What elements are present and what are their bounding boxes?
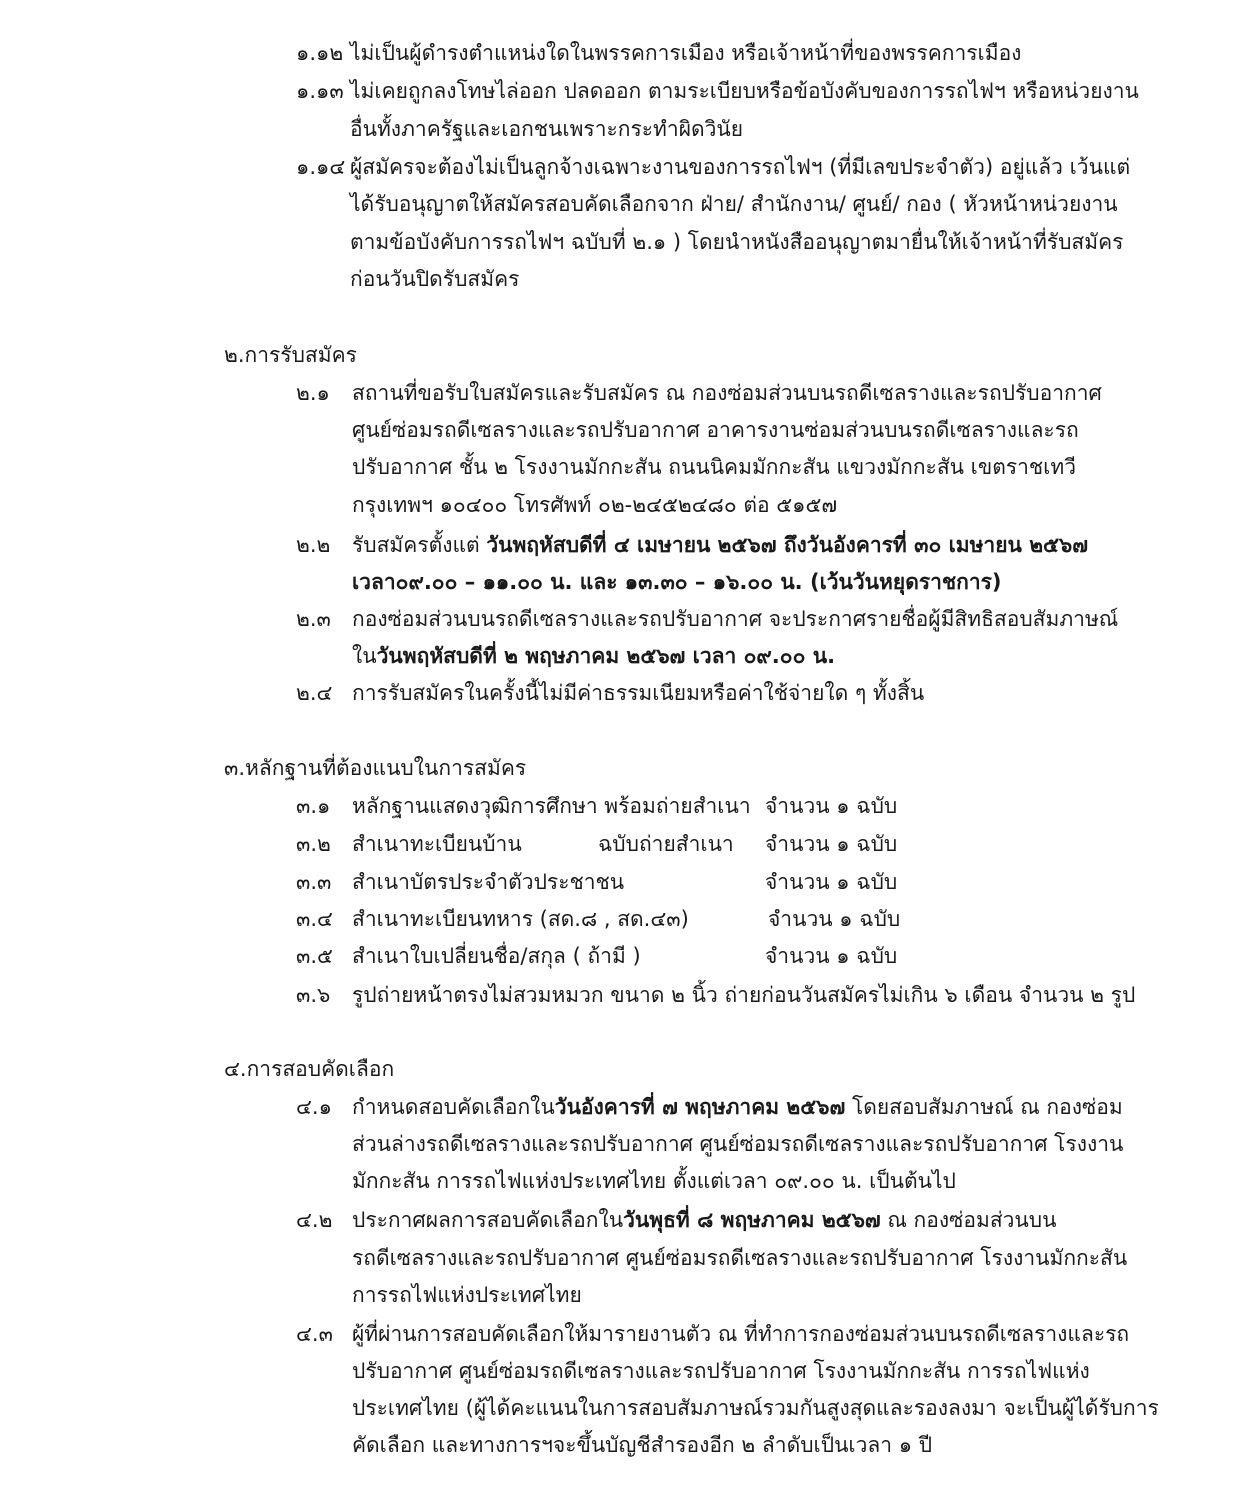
item-2-2-line-1-plain: รับสมัครตั้งแต่ [352,533,487,557]
item-4-1-line-1 [352,1092,1123,1122]
item-1-12-number: ๑.๑๒ [296,41,344,65]
doc-item-quantity: จำนวน ๑ ฉบับ [768,907,901,931]
item-4-1-exam-date: วันอังคารที่ ๗ พฤษภาคม ๒๕๖๗ [554,1095,846,1119]
item-2-1-line-1: สถานที่ขอรับใบสมัครและรับสมัคร ณ กองซ่อมส่วนบนรถดีเซลรางและรถปรับอากาศ [352,381,1102,405]
item-2-1-line-3: ปรับอากาศ ชั้น ๒ โรงงานมักกะสัน ถนนนิคมมักกะสัน แขวงมักกะสัน เขตราชเทวี [352,455,1076,479]
item-4-2-number: ๔.๒ [296,1208,333,1232]
item-4-1-line-3: มักกะสัน การรถไฟแห่งประเทศไทย ตั้งแต่เวลา ๐๙.๐๐ น. เป็นต้นไป [352,1169,956,1193]
doc-item-quantity: จำนวน ๑ ฉบับ [765,832,898,856]
section-4-heading: ๔.การสอบคัดเลือก [224,1057,395,1081]
item-4-3-number: ๔.๓ [296,1322,333,1346]
item-4-2-line-2: รถดีเซลรางและรถปรับอากาศ ศูนย์ซ่อมรถดีเซลรางและรถปรับอากาศ โรงงานมักกะสัน [352,1246,1128,1270]
item-4-3-line-4: คัดเลือก และทางการฯจะขึ้นบัญชีสำรองอีก ๒ ลำดับเป็นเวลา ๑ ปี [352,1433,933,1457]
doc-item-text: หลักฐานแสดงวุฒิการศึกษา พร้อมถ่ายสำเนา [352,794,751,818]
item-4-1-line-1-tail: โดยสอบสัมภาษณ์ ณ กองซ่อม [845,1095,1123,1119]
doc-item-number: ๓.๒ [296,832,331,856]
item-2-1-number: ๒.๑ [296,381,330,405]
doc-item-number: ๓.๓ [296,870,332,894]
item-4-1-number: ๔.๑ [296,1095,332,1119]
item-2-2-line-1 [352,530,1088,560]
item-1-12-line-1: ไม่เป็นผู้ดำรงตำแหน่งใดในพรรคการเมือง หรือเจ้าหน้าที่ของพรรคการเมือง [350,41,1022,65]
item-2-2-application-hours: เวลา๐๙.๐๐ – ๑๑.๐๐ น. และ ๑๓.๓๐ – ๑๖.๐๐ น. (เว้นวันหยุดราชการ) [352,570,1002,594]
item-1-14-line-4: ก่อนวันปิดรับสมัคร [350,267,520,291]
doc-item-text: รูปถ่ายหน้าตรงไม่สวมหมวก ขนาด ๒ นิ้ว ถ่ายก่อนวันสมัครไม่เกิน ๖ เดือน จำนวน ๒ รูป [352,983,1136,1007]
item-2-3-line-1: กองซ่อมส่วนบนรถดีเซลรางและรถปรับอากาศ จะประกาศรายชื่อผู้มีสิทธิสอบสัมภาษณ์ [352,607,1119,631]
item-2-1-line-4: กรุงเทพฯ ๑๐๔๐๐ โทรศัพท์ ๐๒-๒๔๕๒๔๘๐ ต่อ ๕๑๕๗ [352,493,838,517]
doc-item-copy-type: ฉบับถ่ายสำเนา [598,832,734,856]
item-4-2-line-1-tail: ณ กองซ่อมส่วนบน [880,1208,1057,1232]
item-2-3-announcement-date: วันพฤหัสบดีที่ ๒ พฤษภาคม ๒๕๖๗ เวลา ๐๙.๐๐ น. [376,644,836,668]
item-4-1-line-2: ส่วนล่างรถดีเซลรางและรถปรับอากาศ ศูนย์ซ่อมรถดีเซลรางและรถปรับอากาศ โรงงาน [352,1132,1124,1156]
item-1-14-line-3: ตามข้อบังคับการรถไฟฯ ฉบับที่ ๒.๑ ) โดยนำหนังสืออนุญาตมายื่นให้เจ้าหน้าที่รับสมัคร [350,230,1124,254]
item-1-14-line-2: ได้รับอนุญาตให้สมัครสอบคัดเลือกจาก ฝ่าย/ สำนักงาน/ ศูนย์/ กอง ( หัวหน้าหน่วยงาน [350,192,1118,216]
doc-item-quantity: จำนวน ๑ ฉบับ [765,870,898,894]
item-1-13-number: ๑.๑๓ [296,79,344,103]
doc-item-number: ๓.๑ [296,794,331,818]
item-1-14-number: ๑.๑๔ [296,155,346,179]
item-1-14-line-1: ผู้สมัครจะต้องไม่เป็นลูกจ้างเฉพาะงานของการรถไฟฯ (ที่มีเลขประจำตัว) อยู่แล้ว เว้นแต่ [350,155,1131,179]
doc-item-text: สำเนาบัตรประจำตัวประชาชน [352,870,625,894]
doc-item-text: สำเนาทะเบียนบ้าน [352,832,522,856]
item-2-4-number: ๒.๔ [296,681,333,705]
item-2-2-number: ๒.๒ [296,533,331,557]
item-4-2-line-3: การรถไฟแห่งประเทศไทย [352,1283,582,1307]
item-1-13-line-2: อื่นทั้งภาครัฐและเอกชนเพราะกระทำผิดวินัย [350,117,744,141]
doc-item-quantity: จำนวน ๑ ฉบับ [765,944,898,968]
doc-item-text: สำเนาใบเปลี่ยนชื่อ/สกุล ( ถ้ามี ) [352,944,641,968]
section-2-heading: ๒.การรับสมัคร [224,343,357,367]
item-4-2-line-1-plain: ประกาศผลการสอบคัดเลือกใน [352,1208,624,1232]
item-4-3-line-2: ปรับอากาศ ศูนย์ซ่อมรถดีเซลรางและรถปรับอากาศ โรงงานมักกะสัน การรถไฟแห่ง [352,1359,1090,1383]
item-4-2-line-1 [352,1205,1056,1235]
item-2-1-line-2: ศูนย์ซ่อมรถดีเซลรางและรถปรับอากาศ อาคารงานซ่อมส่วนบนรถดีเซลรางและรถ [352,418,1079,442]
item-2-3-line-2 [352,641,835,671]
doc-item-number: ๓.๕ [296,944,333,968]
item-2-3-line-2-plain: ใน [352,644,377,668]
section-3-heading: ๓.หลักฐานที่ต้องแนบในการสมัคร [224,756,527,780]
item-4-2-result-date: วันพุธที่ ๘ พฤษภาคม ๒๕๖๗ [623,1208,881,1232]
doc-item-quantity: จำนวน ๑ ฉบับ [765,794,898,818]
item-2-2-application-period: วันพฤหัสบดีที่ ๔ เมษายน ๒๕๖๗ ถึงวันอังคารที่ ๓๐ เมษายน ๒๕๖๗ [486,533,1089,557]
doc-item-number: ๓.๔ [296,907,333,931]
item-2-4-line-1: การรับสมัครในครั้งนี้ไม่มีค่าธรรมเนียมหรือค่าใช้จ่ายใด ๆ ทั้งสิ้น [352,681,925,705]
item-4-3-line-3: ประเทศไทย (ผู้ได้คะแนนในการสอบสัมภาษณ์รวมกันสูงสุดและรองลงมา จะเป็นผู้ได้รับการ [352,1396,1159,1420]
item-1-13-line-1: ไม่เคยถูกลงโทษไล่ออก ปลดออก ตามระเบียบหรือข้อบังคับของการรถไฟฯ หรือหน่วยงาน [350,79,1139,103]
item-2-3-number: ๒.๓ [296,607,331,631]
doc-item-number: ๓.๖ [296,983,331,1007]
doc-item-text: สำเนาทะเบียนทหาร (สด.๘ , สด.๔๓) [352,907,689,931]
item-4-1-line-1-plain: กำหนดสอบคัดเลือกใน [352,1095,555,1119]
item-4-3-line-1: ผู้ที่ผ่านการสอบคัดเลือกให้มารายงานตัว ณ ที่ทำการกองซ่อมส่วนบนรถดีเซลรางและรถ [352,1322,1130,1346]
